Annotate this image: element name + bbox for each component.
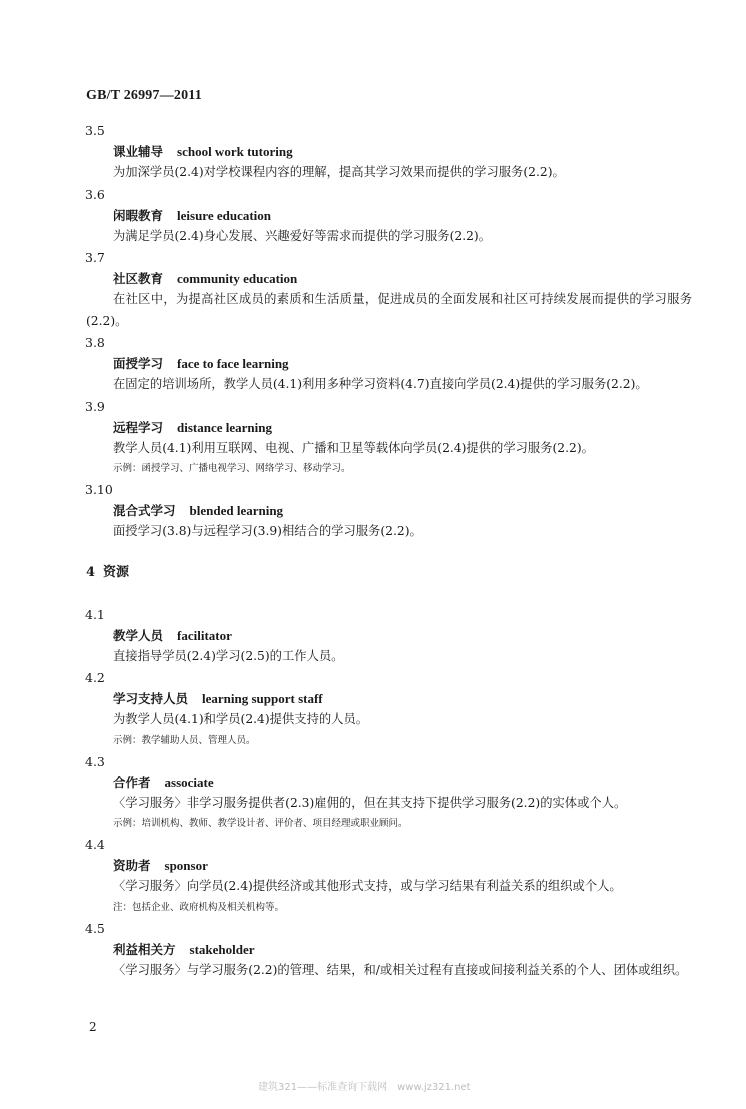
term-definition: 为加深学员(2.4)对学校课程内容的理解，提高其学习效果而提供的学习服务(2.2)。 xyxy=(113,165,565,179)
term-heading xyxy=(113,688,696,709)
term-english: associate xyxy=(164,774,214,790)
term-english: distance learning xyxy=(177,419,272,435)
term-english: learning support staff xyxy=(202,691,323,706)
terms-section-3-list xyxy=(86,120,696,543)
term-english: face to face learning xyxy=(177,356,289,371)
term-definition: 为教学人员(4.1)和学员(2.4)提供支持的人员。 xyxy=(113,712,369,726)
section-heading xyxy=(86,562,696,583)
term-definition: 〈学习服务〉向学员(2.4)提供经济或其他形式支持，或与学习结果有利益关系的组织或个人。 xyxy=(113,879,622,893)
term-heading xyxy=(113,625,696,646)
term-number: 4.3 xyxy=(85,753,105,769)
term-definition: 为满足学员(2.4)身心发展、兴趣爱好等需求而提供的学习服务(2.2)。 xyxy=(113,228,492,243)
terms-section-4-list xyxy=(86,604,696,982)
term-example-note: 示例：培训机构、教师、教学设计者、评价者、项目经理或职业顾问。 xyxy=(113,818,408,829)
section-title: 资源 xyxy=(103,564,130,580)
term-english: stakeholder xyxy=(189,941,255,957)
term-definition: 〈学习服务〉与学习服务(2.2)的管理、结果，和/或相关过程有直接或间接利益关系的个人、团体或组织。 xyxy=(113,962,688,977)
term-entry xyxy=(86,396,696,480)
term-entry xyxy=(86,604,696,668)
term-definition: 在社区中，为提高社区成员的素质和生活质量，促进成员的全面发展和社区可持续发展而提供的学习服务(2.2)。 xyxy=(86,292,692,328)
term-english: sponsor xyxy=(164,858,208,873)
term-english: blended learning xyxy=(189,503,284,518)
term-chinese: 课业辅导 xyxy=(113,144,164,159)
term-number: 3.7 xyxy=(85,250,105,265)
term-entry xyxy=(86,247,696,332)
term-chinese: 社区教育 xyxy=(113,271,164,286)
section-number: 4 xyxy=(86,564,96,580)
term-heading xyxy=(113,141,696,162)
term-number: 3.8 xyxy=(85,335,105,350)
term-entry xyxy=(86,332,696,396)
term-heading xyxy=(113,268,696,289)
term-english: community education xyxy=(177,271,298,286)
term-example-note: 示例：函授学习、广播电视学习、网络学习、移动学习。 xyxy=(113,463,351,474)
term-entry xyxy=(86,120,696,184)
page-number: 2 xyxy=(89,1020,97,1034)
watermark-footer: 建筑321——标准查询下载网 www.jz321.net xyxy=(258,1082,471,1093)
term-chinese: 资助者 xyxy=(113,858,151,873)
term-entry xyxy=(86,667,696,751)
term-definition: 教学人员(4.1)利用互联网、电视、广播和卫星等载体向学员(2.4)提供的学习服务(2.2)。 xyxy=(113,440,594,455)
term-number: 4.2 xyxy=(85,670,105,685)
term-chinese: 合作者 xyxy=(113,774,151,790)
term-entry xyxy=(86,479,696,543)
term-entry xyxy=(86,751,696,835)
term-heading xyxy=(113,500,696,521)
term-number: 4.1 xyxy=(85,606,105,622)
term-chinese: 教学人员 xyxy=(113,627,164,643)
term-english: leisure education xyxy=(177,207,272,223)
term-definition: 〈学习服务〉非学习服务提供者(2.3)雇佣的，但在其支持下提供学习服务(2.2)的实体或个人。 xyxy=(113,795,627,810)
term-heading xyxy=(113,353,696,374)
term-heading xyxy=(113,772,696,793)
term-english: school work tutoring xyxy=(177,144,293,159)
term-number: 3.6 xyxy=(85,186,105,202)
term-entry xyxy=(86,834,696,918)
term-definition: 直接指导学员(2.4)学习(2.5)的工作人员。 xyxy=(113,648,344,663)
term-definition: 在固定的培训场所，教学人员(4.1)利用多种学习资料(4.7)直接向学员(2.4)提供的学习服务(2.2)。 xyxy=(113,377,648,391)
document-body xyxy=(86,120,696,981)
term-definition: 面授学习(3.8)与远程学习(3.9)相结合的学习服务(2.2)。 xyxy=(113,524,422,538)
term-heading xyxy=(113,205,696,226)
term-chinese: 利益相关方 xyxy=(113,941,176,957)
term-number: 3.10 xyxy=(85,482,113,497)
term-chinese: 学习支持人员 xyxy=(113,691,189,706)
term-english: facilitator xyxy=(177,627,232,643)
term-chinese: 闲暇教育 xyxy=(113,207,164,223)
term-number: 3.5 xyxy=(85,123,105,138)
term-heading xyxy=(113,939,696,960)
term-entry xyxy=(86,184,696,248)
term-number: 4.4 xyxy=(85,837,105,852)
term-example-note: 示例：教学辅助人员、管理人员。 xyxy=(113,734,256,746)
term-example-note: 注：包括企业、政府机构及相关机构等。 xyxy=(113,901,285,913)
term-heading xyxy=(113,417,696,438)
term-chinese: 面授学习 xyxy=(113,356,164,371)
term-entry xyxy=(86,918,696,982)
term-chinese: 远程学习 xyxy=(113,419,164,435)
term-number: 3.9 xyxy=(85,398,105,414)
term-chinese: 混合式学习 xyxy=(113,503,176,518)
term-number: 4.5 xyxy=(85,920,105,936)
document-code-header: GB/T 26997—2011 xyxy=(86,88,202,103)
term-heading xyxy=(113,855,696,876)
